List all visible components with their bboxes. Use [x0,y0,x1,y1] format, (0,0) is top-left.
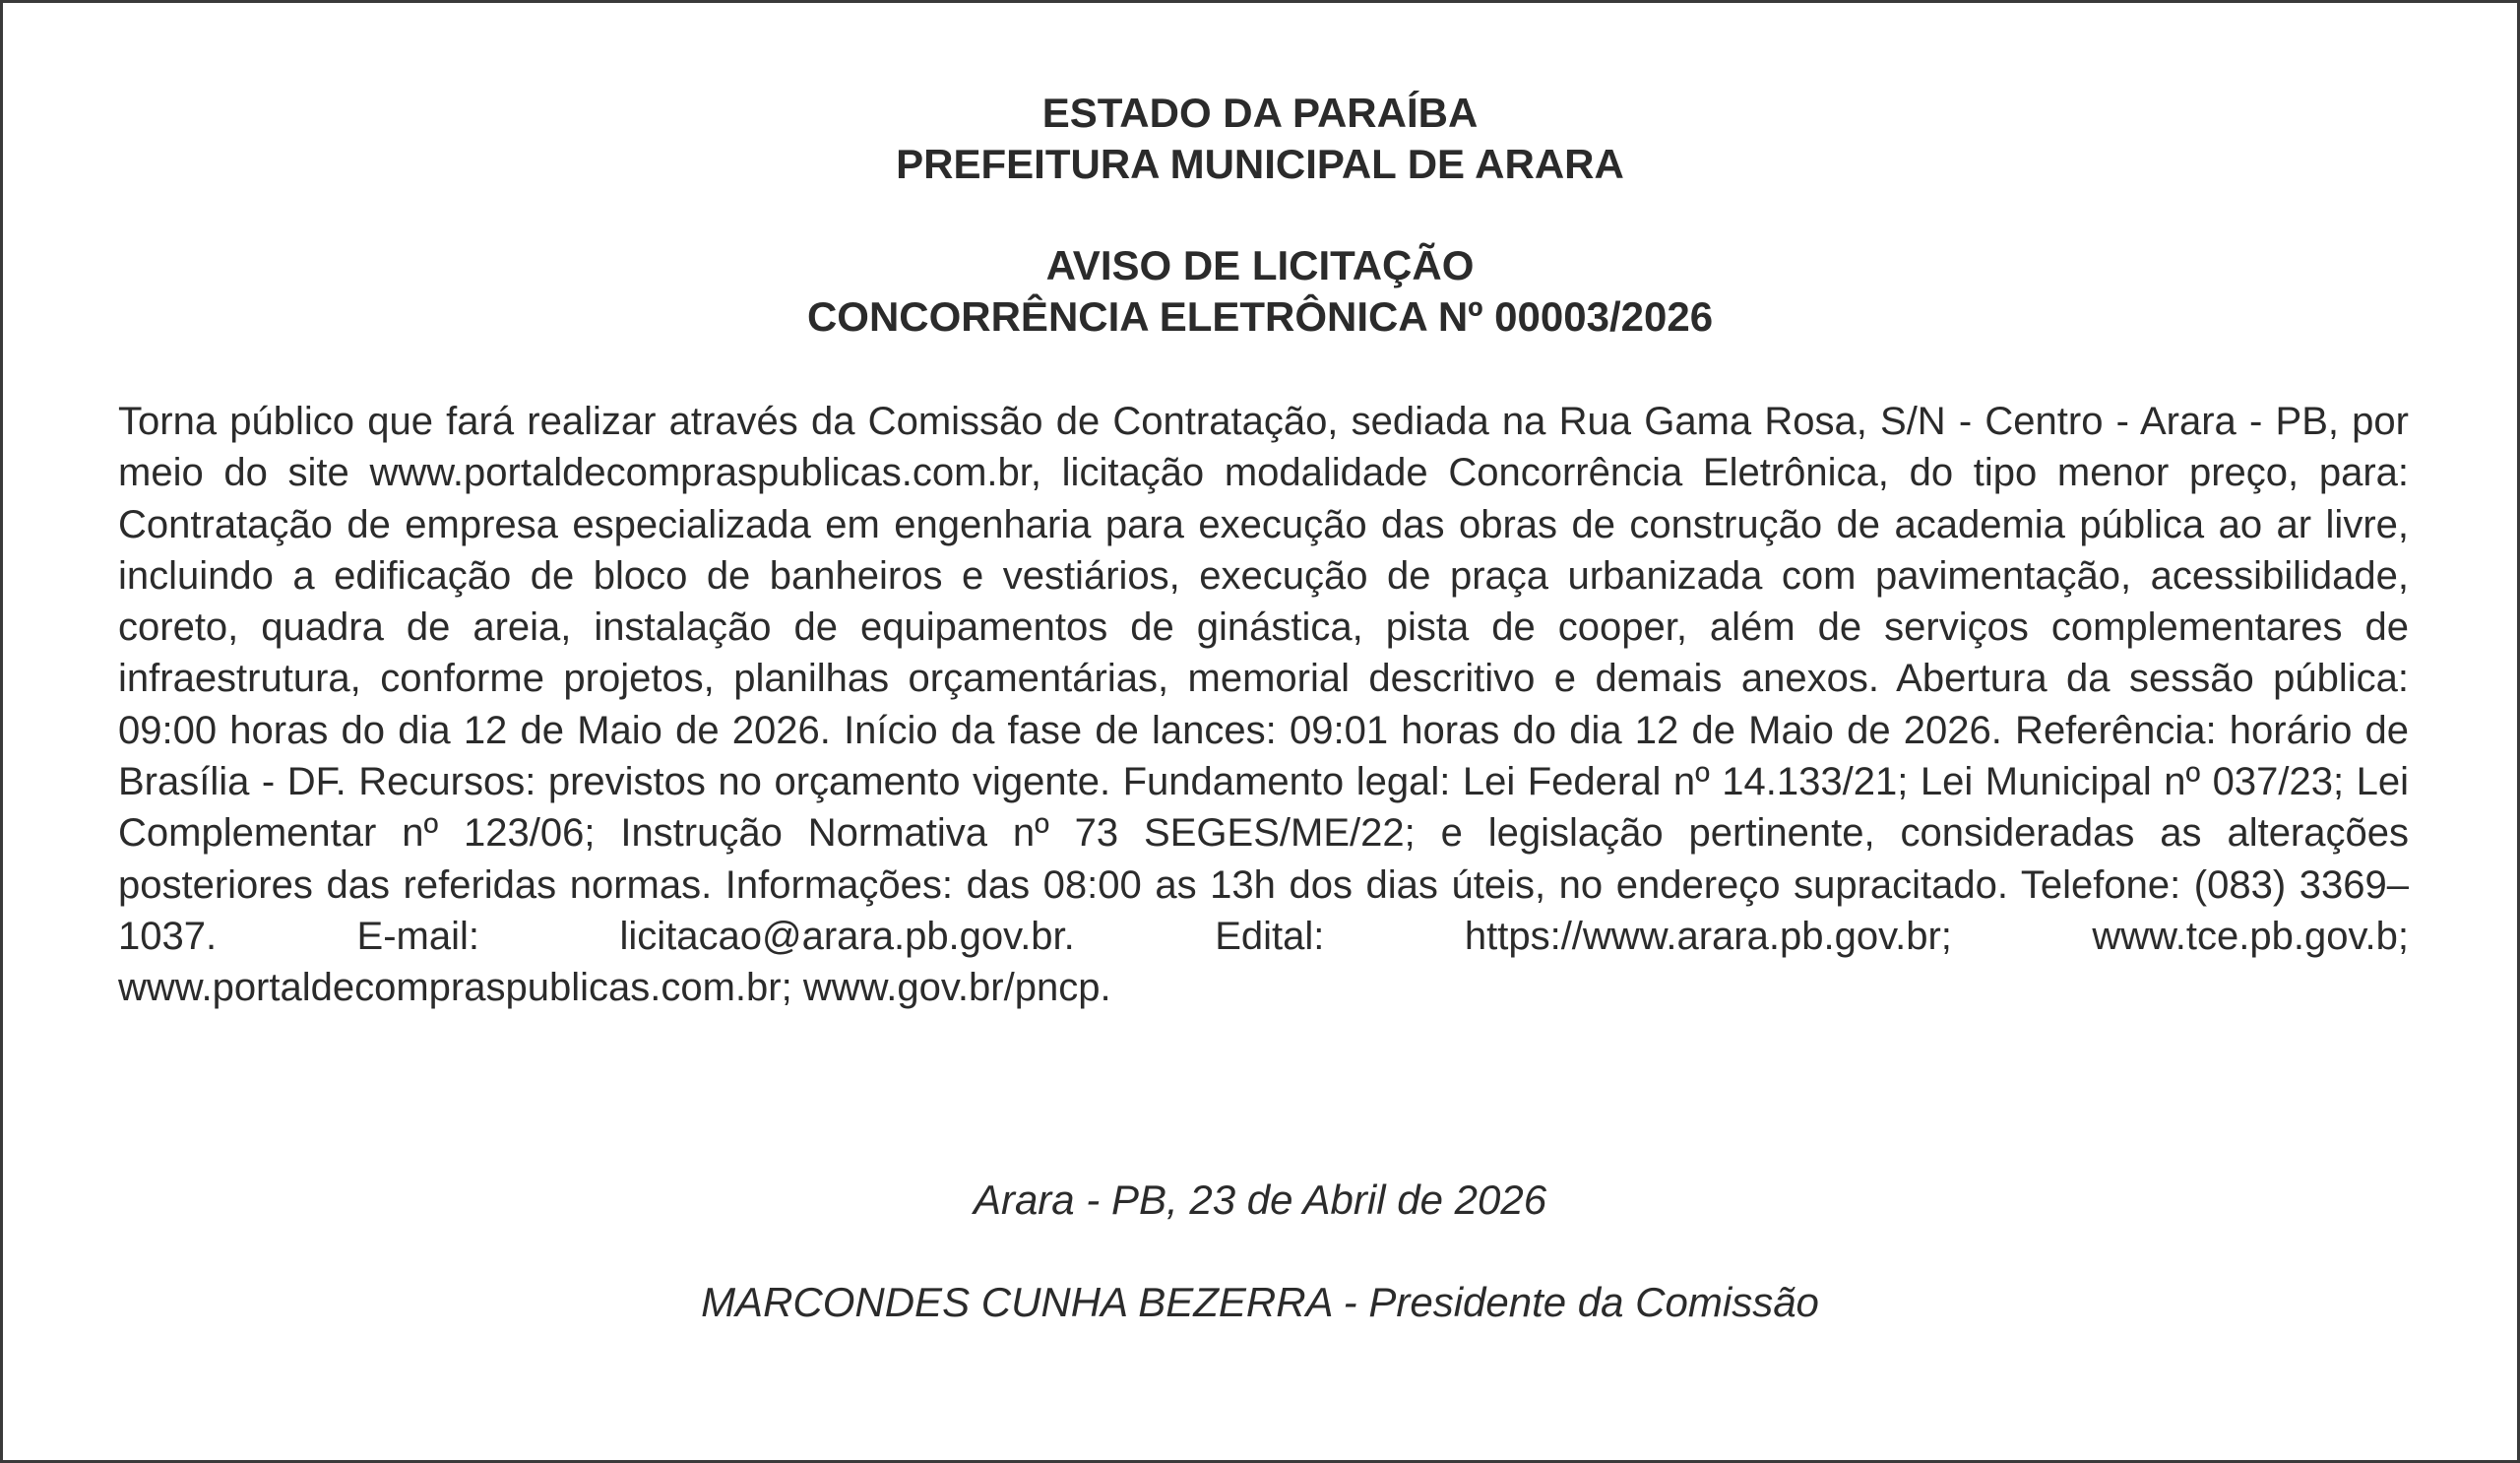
notice-title: AVISO DE LICITAÇÃO [1045,242,1475,288]
state-name: ESTADO DA PARAÍBA [1041,90,1479,136]
notice-title-block [3,240,2517,343]
signature: MARCONDES CUNHA BEZERRA - Presidente da Comissão [701,1279,1819,1325]
notice-subtitle: CONCORRÊNCIA ELETRÔNICA Nº 00003/2026 [806,293,1714,340]
place-date: Arara - PB, 23 de Abril de 2026 [973,1177,1547,1223]
notice-body: Torna público que fará realizar através da Comissão de Contratação, sediada na Rua Gama Rosa, S/N - Centro - Arara - PB, por meio do site www.portaldecompraspublicas.com.br, licitação modalidade Concorrência Eletrônica, do tipo menor preço, para: Contratação de empresa especializada em engenharia para execução das obras de construção de academia pública ao ar livre, incluindo a edificação de bloco de banheiros e vestiários, execução de praça urbanizada com pavimentação, acessibilidade, coreto, quadra de areia, instalação de equipamentos de ginástica, pista de cooper, além de serviços complementares de infraestrutura, conforme projetos, planilhas orçamentárias, memorial descritivo e demais anexos. Abertura da sessão pública: 09:00 horas do dia 12 de Maio de 2026. Início da fase de lances: 09:01 horas do dia 12 de Maio de 2026. Referência: horário de Brasília - DF. Recursos: previstos no orçamento vigente. Fundamento legal: Lei Federal nº 14.133/21; Lei Municipal nº 037/23; Lei Complementar nº 123/06; Instrução Normativa nº 73 SEGES/ME/22; e legislação pertinente, consideradas as alterações posteriores das referidas normas. Informações: das 08:00 as 13h dos dias úteis, no endereço supracitado. Telefone: (083) 3369–1037. E-mail: licitacao@arara.pb.gov.br. Edital: https://www.arara.pb.gov.br; www.tce.pb.gov.b; www.portaldecompraspublicas.com.br; www.gov.br/pncp. [118,400,2409,1010]
municipality-name: PREFEITURA MUNICIPAL DE ARARA [896,141,1624,187]
header [3,88,2517,190]
